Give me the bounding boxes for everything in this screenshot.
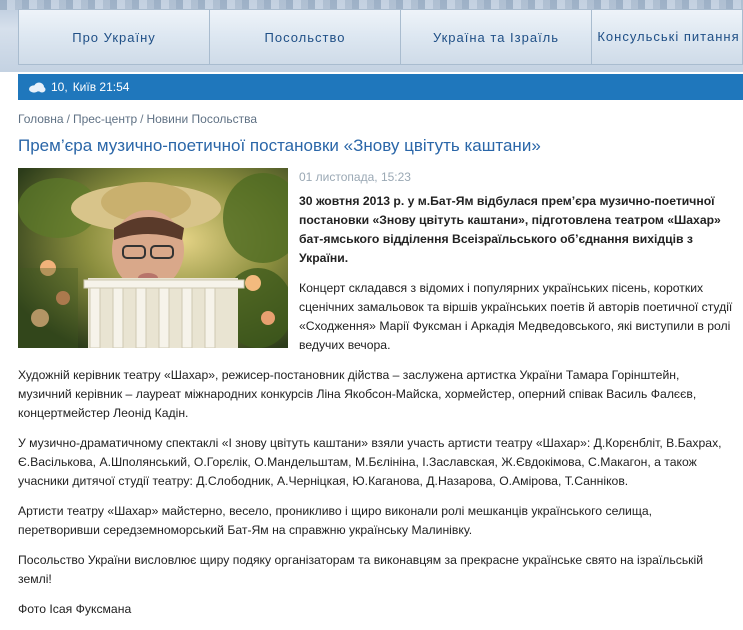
- photo-credit: Фото Ісая Фуксмана: [18, 602, 132, 616]
- photo-spacer: [18, 192, 299, 349]
- weather-strip: [18, 74, 743, 100]
- article-paragraph: У музично-драматичному спектаклі «І знову цвітуть каштани» взяли участь артисти театру «Шахар»: Д.Корєнбліт, В.Бахрах, Є.Васількова, А.Шполянський, О.Горєлік, О.Мандельштам, М.Бєлініна, І.Заславская, Ж.Євдокімова, С.Макагон, а також учасники дитячої студії театру: Д.Слободник, А.Черніцкая, Ю.Каганова, Д.Назарова, О.Амірова, Т.Санніков.: [18, 436, 722, 488]
- main-nav: [18, 9, 743, 65]
- nav-item-consular[interactable]: Консульські питання: [597, 29, 740, 44]
- article-paragraph: Художній керівник театру «Шахар», режисер-постановник дійства – заслужена артистка України Тамара Горінштейн, музичний керівник – лауреат міжнародних конкурсів Ліна Якобсон-Майска, хормейстер, оперний співак Василь Фалєєв, концертмейстер Леонід Кадін.: [18, 368, 697, 420]
- breadcrumb-embassy-news[interactable]: Новини Посольства: [146, 112, 258, 126]
- article-body: [18, 192, 736, 630]
- breadcrumb-separator: /: [66, 112, 70, 126]
- breadcrumb-home[interactable]: Головна: [18, 112, 64, 126]
- article-paragraph: Посольство України висловлює щиру подяку організаторам та виконавцям за прекрасне українське свято на ізраїльській землі!: [18, 553, 704, 586]
- nav-item-embassy[interactable]: Посольство: [210, 10, 401, 64]
- weather-city-time: Київ 21:54: [72, 80, 130, 94]
- article-lead: 30 жовтня 2013 р. у м.Бат-Ям відбулася прем’єра музично-поетичної постановки «Знову цвітуть каштани», підготовлена театром «Шахар» бат-ямського відділення Всеізраїльського об’єднання вихідців з України.: [299, 194, 721, 265]
- weather-temp: 10,: [51, 80, 68, 94]
- breadcrumb-separator: /: [140, 112, 144, 126]
- article-date: 01 листопада, 15:23: [299, 170, 411, 184]
- cloud-icon: [28, 82, 46, 93]
- nav-item-about-ukraine[interactable]: Про Україну: [19, 10, 210, 64]
- article-paragraph: Артисти театру «Шахар» майстерно, весело, проникливо і щиро виконали ролі мешканців українського селища, перетворивши середземноморський Бат-Ям на справжню українську Малинівку.: [18, 504, 653, 537]
- breadcrumb-press-center[interactable]: Прес-центр: [72, 112, 138, 126]
- nav-item-ukraine-israel[interactable]: Україна та Ізраїль: [401, 10, 592, 64]
- article-paragraph: Концерт складався з відомих і популярних українських пісень, коротких сценічних замальовок та віршів українських поетів й авторів поетичної студії «Сходження» Марії Фуксман і Аркадія Медведовського, які виступили в ролі ведучих вечора.: [299, 281, 733, 352]
- breadcrumb: [18, 112, 257, 126]
- article-title: Прем’єра музично-поетичної постановки «Знову цвітуть каштани»: [18, 136, 541, 155]
